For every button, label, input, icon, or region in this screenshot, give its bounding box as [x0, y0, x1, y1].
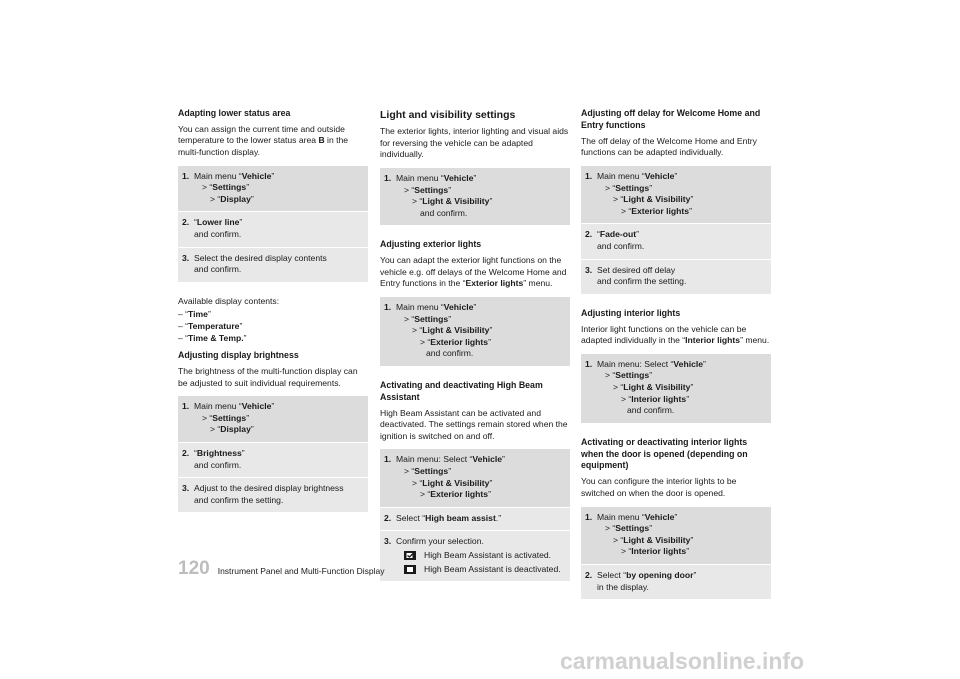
- step-1: [380, 448, 570, 506]
- paragraph-light-visibility: The exterior lights, interior lighting and visual aids for reversing the vehicle can be adapted individually.: [380, 126, 569, 160]
- column-middle: [380, 108, 570, 595]
- menu-by-opening-door: by opening door: [626, 569, 694, 580]
- menu-vehicle: Vehicle: [673, 358, 704, 369]
- step-1: [581, 165, 771, 223]
- step-number: 3.: [182, 483, 190, 494]
- step-number: 1.: [384, 454, 392, 465]
- text: ”: [489, 477, 493, 488]
- paragraph-lower-status-area: [178, 124, 368, 159]
- text: and confirm.: [627, 405, 675, 416]
- text: Main menu: Select “: [396, 454, 473, 465]
- text: Main menu “: [597, 170, 645, 181]
- text: “: [185, 309, 189, 320]
- step-number: 1.: [182, 170, 190, 181]
- watermark: carmanualsonline.info: [560, 648, 805, 674]
- step-number: 1.: [585, 358, 593, 369]
- text: ”: [502, 454, 505, 465]
- step-2: [581, 223, 771, 258]
- paragraph-available-contents: Available display contents:: [178, 295, 280, 306]
- text: > “: [420, 336, 431, 347]
- text: ”: [703, 358, 706, 369]
- menu-light-visibility: Light & Visibility: [623, 381, 691, 392]
- text: Set desired off delay: [597, 264, 676, 275]
- text: ”: [649, 370, 653, 381]
- step-number: 2.: [182, 217, 190, 228]
- text: > “: [210, 193, 221, 204]
- step-2: [178, 442, 368, 477]
- checkbox-empty-icon: [404, 565, 416, 574]
- text: > “: [420, 489, 431, 500]
- menu-light-visibility: Light & Visibility: [422, 477, 490, 488]
- heading-lower-status-area: Adapting lower status area: [178, 108, 291, 118]
- text: ”: [690, 381, 694, 392]
- list-item: [178, 333, 368, 345]
- menu-interior-lights: Interior lights: [631, 393, 687, 404]
- text: ”: [243, 332, 247, 343]
- list-display-contents: [178, 309, 368, 344]
- heading-display-brightness: Adjusting display brightness: [178, 350, 299, 361]
- text: in the multi-function display.: [178, 135, 349, 158]
- column-right: [581, 108, 771, 613]
- column-left: [178, 108, 368, 526]
- step-3: [380, 530, 570, 581]
- step-1: [178, 395, 368, 442]
- menu-settings: Settings: [414, 313, 449, 324]
- step-2: [178, 211, 368, 246]
- text: > “: [605, 523, 616, 534]
- step-number: 3.: [182, 252, 190, 263]
- text: > “: [210, 424, 221, 435]
- steps-lower-line: [178, 165, 368, 282]
- text-bold: Interior lights: [685, 335, 741, 346]
- heading-off-delay: Adjusting off delay for Welcome Home and Entry functions: [581, 108, 761, 130]
- menu-vehicle: Vehicle: [241, 170, 272, 181]
- text: ”: [690, 194, 694, 205]
- text: ”: [693, 569, 697, 580]
- text: “: [597, 229, 600, 240]
- text: ”: [271, 401, 275, 412]
- text: ”: [674, 511, 678, 522]
- step-3: [178, 477, 368, 512]
- menu-settings: Settings: [615, 370, 650, 381]
- heading-exterior-lights: Adjusting exterior lights: [380, 239, 482, 250]
- text: ” menu.: [740, 335, 770, 346]
- heading-high-beam-assistant: Activating and deactivating High Beam Assistant: [380, 379, 543, 402]
- text: ”: [207, 309, 211, 320]
- page-number: 120: [178, 558, 210, 579]
- step-1: [380, 167, 570, 225]
- paragraph-off-delay: The off delay of the Welcome Home and Entry functions can be adapted individually.: [581, 135, 757, 158]
- dash: –: [178, 332, 183, 343]
- symbol-row-activated: [396, 550, 564, 562]
- menu-vehicle: Vehicle: [644, 170, 675, 181]
- menu-settings: Settings: [212, 412, 247, 423]
- page-footer: [178, 556, 384, 582]
- steps-off-delay: [581, 165, 771, 294]
- steps-brightness: [178, 395, 368, 512]
- section-title: Instrument Panel and Multi-Function Display: [217, 566, 385, 576]
- step-number: 2.: [182, 448, 190, 459]
- text: ”: [488, 336, 491, 347]
- step-number: 1.: [585, 170, 593, 181]
- dash: –: [178, 321, 183, 331]
- text: “: [185, 332, 189, 343]
- menu-vehicle: Vehicle: [241, 401, 272, 412]
- text: ”: [239, 321, 243, 331]
- step-number: 1.: [585, 511, 593, 522]
- text: ”: [473, 172, 477, 183]
- menu-brightness: Brightness: [196, 448, 242, 459]
- step-1: [581, 506, 771, 564]
- menu-fade-out: Fade-out: [599, 229, 637, 240]
- menu-display: Display: [220, 193, 251, 204]
- text: ”: [448, 184, 452, 195]
- text: Main menu “: [194, 401, 242, 412]
- text: ”: [239, 217, 243, 228]
- text: You can assign the current time and outside temperature to the lower status area: [178, 123, 345, 146]
- text: > “: [605, 182, 616, 193]
- text: ”: [690, 534, 694, 545]
- text: ”: [241, 448, 245, 459]
- step-2: [380, 507, 570, 531]
- menu-light-visibility: Light & Visibility: [623, 194, 691, 205]
- text: ”: [246, 182, 250, 193]
- step-1: [581, 353, 771, 423]
- paragraph-exterior-lights: [380, 255, 570, 290]
- text: ”: [489, 196, 493, 207]
- text: > “: [404, 466, 415, 477]
- text: Select the desired display contents: [194, 252, 327, 263]
- list-item: [178, 321, 368, 333]
- text: “: [194, 448, 197, 459]
- text: ”: [686, 546, 690, 557]
- text: and confirm the setting.: [597, 276, 687, 287]
- text: ”: [489, 325, 493, 336]
- menu-settings: Settings: [414, 466, 449, 477]
- menu-settings: Settings: [414, 184, 449, 195]
- text: ”: [246, 412, 250, 423]
- menu-exterior-lights: Exterior lights: [430, 489, 489, 500]
- menu-settings: Settings: [212, 182, 247, 193]
- heading-door-interior-lights: Activating or deactivating interior lights when the door is opened (depending on equipment): [581, 436, 748, 471]
- step-number: 1.: [384, 172, 392, 183]
- paragraph-display-brightness: The brightness of the multi-function display can be adjusted to suit individual requirements.: [178, 366, 358, 388]
- menu-lower-line: Lower line: [196, 217, 240, 228]
- text: Main menu “: [194, 170, 242, 181]
- text: ”: [674, 170, 678, 181]
- step-number: 2.: [585, 229, 593, 240]
- text: > “: [412, 196, 423, 207]
- text: ”: [686, 393, 690, 404]
- text: Select “: [597, 569, 627, 580]
- menu-vehicle: Vehicle: [443, 301, 474, 312]
- text: ”: [448, 466, 452, 477]
- steps-interior-lights: [581, 353, 771, 423]
- text: > “: [621, 393, 632, 404]
- step-3: [581, 259, 771, 294]
- text: “: [185, 321, 189, 331]
- text: Interior light functions on the vehicle can be adapted individually in the “: [581, 323, 747, 346]
- step-3: [178, 247, 368, 282]
- text: > “: [404, 184, 415, 195]
- step-number: 1.: [384, 301, 392, 312]
- paragraph-high-beam-assistant: High Beam Assistant can be activated and deactivated. The settings remain stored when the ignition is switched on and off.: [380, 407, 568, 441]
- step-2: [581, 564, 771, 599]
- dash: –: [178, 309, 183, 320]
- symbol-row-deactivated: [396, 564, 564, 576]
- menu-exterior-lights: Exterior lights: [430, 336, 489, 347]
- text: Main menu “: [396, 172, 444, 183]
- text: and confirm.: [194, 264, 242, 275]
- text: > “: [202, 412, 213, 423]
- text: > “: [613, 534, 624, 545]
- text: “: [194, 217, 197, 228]
- text: ”: [448, 313, 452, 324]
- text: .”: [495, 512, 502, 523]
- text: > “: [202, 182, 213, 193]
- text: > “: [621, 546, 632, 557]
- checkbox-checked-icon: [404, 551, 416, 560]
- text: Main menu: Select “: [597, 358, 674, 369]
- menu-light-visibility: Light & Visibility: [422, 325, 490, 336]
- text-bold: B: [318, 135, 325, 146]
- step-1: [178, 165, 368, 212]
- step-number: 2.: [585, 569, 593, 580]
- text: and confirm.: [597, 240, 645, 251]
- text: > “: [404, 313, 415, 324]
- step-number: 3.: [384, 536, 392, 547]
- text: > “: [412, 477, 423, 488]
- text: Adjust to the desired display brightness: [194, 483, 344, 494]
- text: and confirm.: [420, 207, 468, 218]
- text: ”: [250, 424, 254, 435]
- menu-settings: Settings: [615, 523, 650, 534]
- text: in the display.: [597, 581, 649, 592]
- text: > “: [613, 194, 624, 205]
- menu-vehicle: Vehicle: [443, 172, 474, 183]
- step-number: 2.: [384, 512, 392, 523]
- paragraph-door-interior-lights: You can configure the interior lights to be switched on when the door is opened.: [581, 476, 737, 498]
- text: ”: [271, 170, 275, 181]
- step-number: 3.: [585, 264, 593, 275]
- steps-high-beam-assistant: [380, 448, 570, 581]
- text: > “: [621, 205, 632, 216]
- text: ” menu.: [523, 278, 553, 289]
- text: and confirm.: [426, 348, 474, 359]
- text-bold: Exterior lights: [465, 278, 524, 289]
- text: ”: [488, 489, 491, 500]
- text: ”: [473, 301, 477, 312]
- steps-light-visibility: [380, 167, 570, 225]
- menu-display: Display: [220, 424, 251, 435]
- text: ”: [689, 205, 692, 216]
- text: and confirm.: [194, 229, 242, 240]
- text: You can adapt the exterior light functions on the vehicle e.g. off delays of the Welcome Home and Entry functions in the “: [380, 255, 567, 289]
- steps-door-interior-lights: [581, 506, 771, 600]
- step-1: [380, 296, 570, 366]
- paragraph-interior-lights: [581, 324, 771, 347]
- text: High Beam Assistant is deactivated.: [424, 563, 561, 574]
- menu-exterior-lights: Exterior lights: [631, 205, 690, 216]
- text: > “: [613, 381, 624, 392]
- text: Select “: [396, 512, 426, 523]
- text: ”: [649, 182, 653, 193]
- option-temperature: Temperature: [188, 321, 240, 331]
- text: Confirm your selection.: [396, 536, 484, 547]
- text: > “: [605, 370, 616, 381]
- text: > “: [412, 325, 423, 336]
- menu-vehicle: Vehicle: [644, 511, 675, 522]
- option-time-temp: Time & Temp.: [188, 332, 244, 343]
- text: and confirm the setting.: [194, 494, 284, 505]
- heading-interior-lights: Adjusting interior lights: [581, 307, 681, 318]
- text: Main menu “: [597, 511, 645, 522]
- steps-exterior-lights: [380, 296, 570, 366]
- menu-light-visibility: Light & Visibility: [623, 534, 691, 545]
- text: Main menu “: [396, 301, 444, 312]
- menu-vehicle: Vehicle: [472, 454, 503, 465]
- menu-light-visibility: Light & Visibility: [422, 196, 490, 207]
- menu-interior-lights: Interior lights: [631, 546, 687, 557]
- text: ”: [250, 193, 254, 204]
- list-item: [178, 309, 368, 321]
- step-number: 1.: [182, 401, 190, 412]
- heading-light-visibility: Light and visibility settings: [380, 109, 516, 121]
- text: and confirm.: [194, 459, 242, 470]
- option-time: Time: [188, 309, 208, 320]
- menu-settings: Settings: [615, 182, 650, 193]
- text: High Beam Assistant is activated.: [424, 550, 552, 561]
- text: ”: [636, 229, 640, 240]
- text: ”: [649, 523, 653, 534]
- menu-high-beam-assist: High beam assist: [425, 512, 496, 523]
